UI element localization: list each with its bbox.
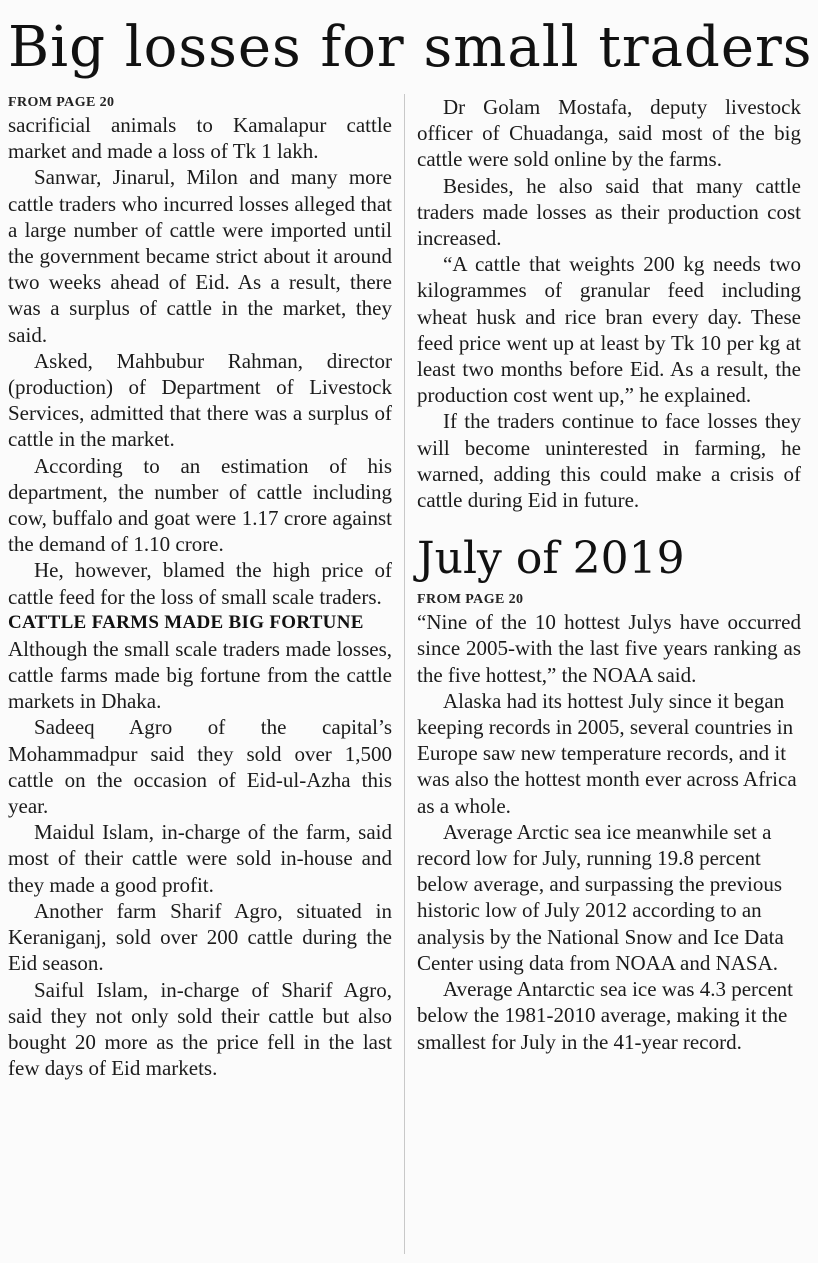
- article-paragraph: Saiful Islam, in-charge of Sharif Agro, said they not only sold their cattle but also bought 20 more as the price fell in the last few days of Eid markets.: [8, 977, 392, 1081]
- column-divider: [404, 94, 405, 1254]
- article-paragraph: sacrificial animals to Kamalapur cattle market and made a loss of Tk 1 lakh.: [8, 113, 392, 164]
- article-paragraph: “Nine of the 10 hottest Julys have occurred since 2005-with the last five years ranking as the five hottest,” the NOAA said.: [417, 610, 801, 687]
- article-paragraph: Sanwar, Jinarul, Milon and many more cattle traders who incurred losses alleged that a large number of cattle were imported until the government became strict about it around two weeks ahead of Eid. As a result, there was a surplus of cattle in the market, they said.: [8, 165, 392, 347]
- article-paragraph: Dr Golam Mostafa, deputy livestock officer of Chuadanga, said most of the big cattle were sold online by the farms.: [417, 95, 801, 172]
- article-paragraph: “A cattle that weights 200 kg needs two kilogrammes of granular feed including wheat husk and rice bran every day. These feed price went up at least by Tk 10 per kg at least two months before Eid. As a result, the production cost went up,” he explained.: [417, 252, 801, 408]
- headline-big-losses: Big losses for small traders: [8, 15, 813, 80]
- right-column: [417, 94, 801, 1055]
- article-paragraph: He, however, blamed the high price of cattle feed for the loss of small scale traders.: [8, 558, 392, 609]
- article-paragraph: According to an estimation of his department, the number of cattle including cow, buffalo and goat were 1.17 crore against the demand of 1.10 crore.: [8, 453, 392, 557]
- from-page-label: FROM PAGE 20: [8, 95, 115, 110]
- article-paragraph: Average Antarctic sea ice was 4.3 percent below the 1981-2010 average, making it the smallest for July in the 41-year record.: [417, 977, 794, 1054]
- article-paragraph: Average Arctic sea ice meanwhile set a record low for July, running 19.8 percent below average, and surpassing the previous historic low of July 2012 according to an analysis by the National Snow and Ice Data Center using data from NOAA and NASA.: [417, 819, 784, 975]
- article-paragraph: Sadeeq Agro of the capital’s Mohammadpur said they sold over 1,500 cattle on the occasion of Eid-ul-Azha this year.: [8, 715, 392, 819]
- left-column: [8, 94, 392, 1081]
- article-paragraph: If the traders continue to face losses they will become uninterested in farming, he warned, adding this could make a crisis of cattle during Eid in future.: [417, 409, 801, 513]
- article-paragraph: Maidul Islam, in-charge of the farm, said most of their cattle were sold in-house and they made a good profit.: [8, 820, 392, 897]
- article-paragraph: Alaska had its hottest July since it began keeping records in 2005, several countries in Europe saw new temperature records, and it was also the hottest month ever across Africa as a whole.: [417, 688, 797, 818]
- from-page-label: FROM PAGE 20: [417, 592, 524, 608]
- article-paragraph: Asked, Mahbubur Rahman, director (production) of Department of Livestock Services, admitted that there was a surplus of cattle in the market.: [8, 348, 392, 452]
- article-paragraph: Another farm Sharif Agro, situated in Keraniganj, sold over 200 cattle during the Eid season.: [8, 898, 392, 976]
- headline-july-2019: July of 2019: [417, 533, 685, 585]
- article-paragraph: Although the small scale traders made losses, cattle farms made big fortune from the cattle markets in Dhaka.: [8, 636, 392, 714]
- section-subhead: CATTLE FARMS MADE BIG FORTUNE: [8, 611, 364, 633]
- article-paragraph: Besides, he also said that many cattle traders made losses as their production cost increased.: [417, 173, 801, 251]
